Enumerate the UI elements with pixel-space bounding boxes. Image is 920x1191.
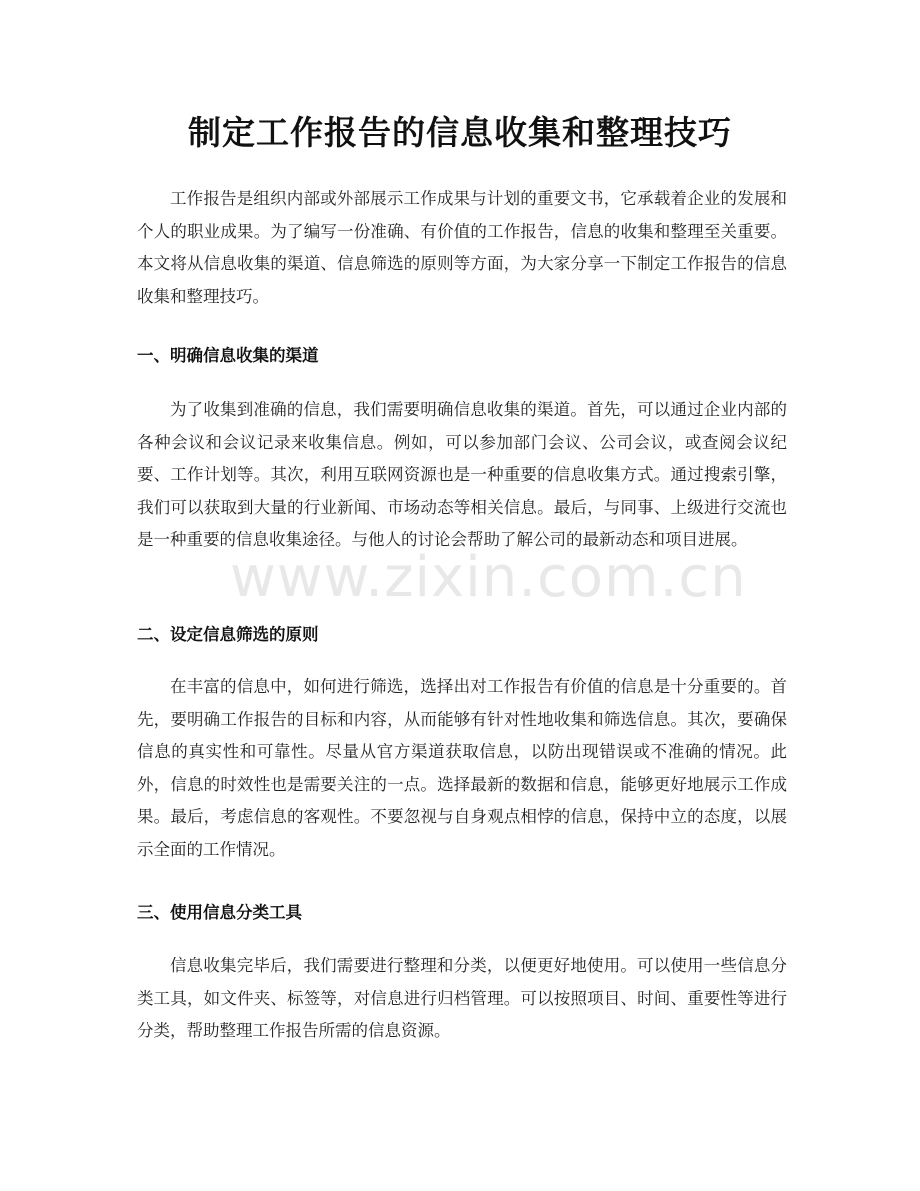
section-3-body: 信息收集完毕后，我们需要进行整理和分类，以便更好地使用。可以使用一些信息分类工具，如文件夹、标签等，对信息进行归档管理。可以按照项目、时间、重要性等进行分类，帮助整理工作报告所需的信息资源。 xyxy=(137,956,787,1040)
watermark: www.zixin.com.cn xyxy=(230,545,747,610)
section-1-body: 为了收集到准确的信息，我们需要明确信息收集的渠道。首先，可以通过企业内部的各种会议和会议记录来收集信息。例如，可以参加部门会议、公司会议，或查阅会议纪要、工作计划等。其次，利用互联网资源也是一种重要的信息收集方式。通过搜索引擎，我们可以获取到大量的行业新闻、市场动态等相关信息。最后，与同事、上级进行交流也是一种重要的信息收集途径。与他人的讨论会帮助了解公司的最新动态和项目进展。 xyxy=(137,400,787,549)
section-2-body: 在丰富的信息中，如何进行筛选，选择出对工作报告有价值的信息是十分重要的。首先，要明确工作报告的目标和内容，从而能够有针对性地收集和筛选信息。其次，要确保信息的真实性和可靠性。尽量从官方渠道获取信息，以防出现错误或不准确的情况。此外，信息的时效性也是需要关注的一点。选择最新的数据和信息，能够更好地展示工作成果。最后，考虑信息的客观性。不要忽视与自身观点相悖的信息，保持中立的态度，以展示全面的工作情况。 xyxy=(137,677,787,859)
section-2-heading: 二、设定信息筛选的原则 xyxy=(137,625,319,644)
document-title: 制定工作报告的信息收集和整理技巧 xyxy=(188,113,732,152)
section-1-heading: 一、明确信息收集的渠道 xyxy=(137,346,319,365)
section-3-heading: 三、使用信息分类工具 xyxy=(137,903,302,922)
intro-paragraph: 工作报告是组织内部或外部展示工作成果与计划的重要文书，它承载着企业的发展和个人的职业成果。为了编写一份准确、有价值的工作报告，信息的收集和整理至关重要。本文将从信息收集的渠道、信息筛选的原则等方面，为大家分享一下制定工作报告的信息收集和整理技巧。 xyxy=(137,189,787,306)
